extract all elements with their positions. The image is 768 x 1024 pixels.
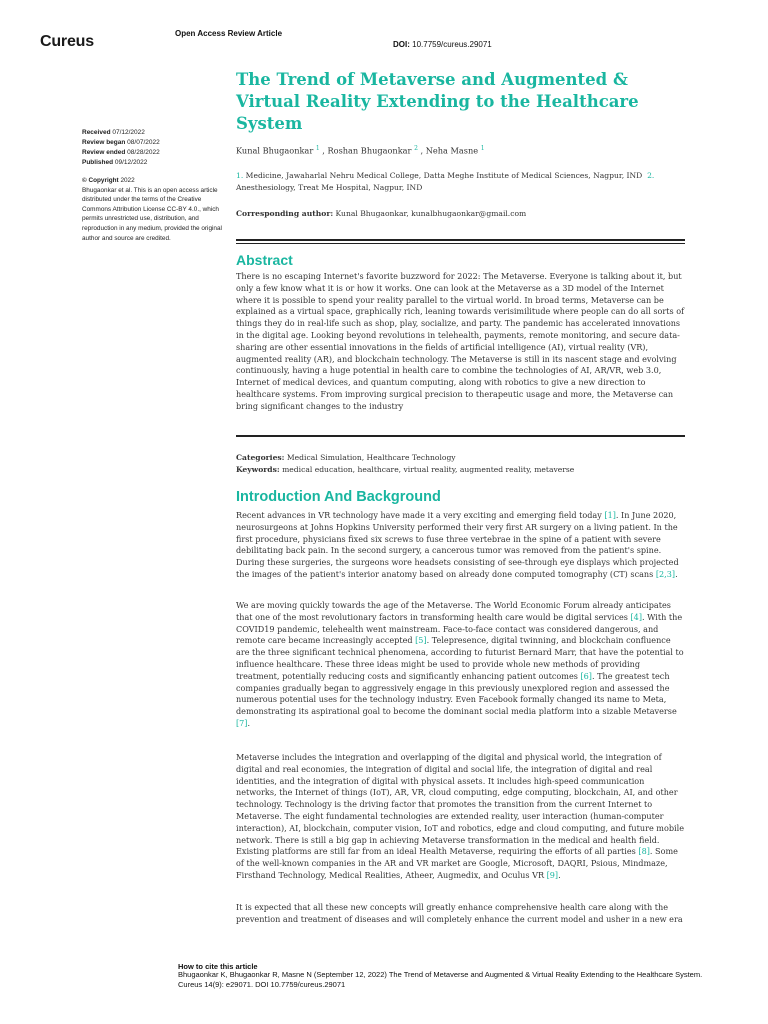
- cite-heading: How to cite this article: [178, 962, 258, 971]
- doi-value[interactable]: 10.7759/cureus.29071: [412, 40, 492, 49]
- review-ended-label: Review ended: [82, 149, 126, 156]
- text-run: . The greatest tech companies gradually began to aggressively engage in this previously unexplored region and assessed the numerous potential uses for the technology industry. Even Facebook formally changed its name to Meta, demonstrating its aspirational goal to become the dominant social media platform into a sizable Metaverse: [236, 670, 677, 717]
- text-run: Metaverse includes the integration and overlapping of the digital and physical world, the integration of digital and real economies, the integration of digital and social life, the integration of digital and real identities, and the integration of digital with physical assets. It includes high-speed communication networks, the Internet of things (IoT), AR, VR, cloud computing, edge computing, blockchain, AI, and other technology. Technology is the driving factor that promotes the transition from the current Internet to Metaverse. The eight fundamental technologies are extended reality, user interaction (human-computer interaction), AI, blockchain, computer vision, IoT and robotics, edge and cloud computing, and future mobile network. There is still a big gap in achieving Metaverse transformation in the medical and health field. Existing platforms are still far from an ideal Health Metaverse, requiring the efforts of all parties: [236, 752, 684, 857]
- text-run: . Telepresence, digital twinning, and blockchain confluence are the three significant technical phenomena, according to futurist Bernard Marr, that have the potential to influence healthcare. These three ideas might be used to provide whole new methods of providing treatment, potentially reducing costs and significantly enhancing patient outcomes: [236, 635, 684, 681]
- affiliation-text: Anesthesiology, Treat Me Hospital, Nagpur, IND: [236, 182, 423, 192]
- article-meta: [236, 452, 686, 475]
- text-run: . With the COVID19 pandemic, telehealth went mainstream. Face-to-face contact was considered dangerous, and remote care became increasingly accepted: [236, 611, 683, 646]
- intro-paragraph-2: [236, 600, 686, 730]
- article-dates: [82, 128, 222, 168]
- article-title: The Trend of Metaverse and Augmented & Virtual Reality Extending to the Healthcare System: [236, 70, 639, 133]
- author-affiliation-marker[interactable]: 2: [414, 145, 418, 152]
- cite-text: Bhugaonkar K, Bhugaonkar R, Masne N (September 12, 2022) The Trend of Metaverse and Augmented & Virtual Reality Extending to the Healthcare System. Cureus 14(9): e29071. DOI 10.7759/cureus.29071: [178, 970, 703, 989]
- copyright-text: Bhugaonkar et al. This is an open access article distributed under the terms of the Creative Commons Attribution License CC-BY 4.0., which permits unrestricted use, distribution, and reproduction in any medium, provided the original author and source are credited.: [82, 186, 222, 242]
- text-run: . In June 2020, neurosurgeons at Johns Hopkins University performed their very first AR surgery on a living patient. In the first procedure, physicians fixed six screws to fuse three vertebrae in the spine of a patient with severe debilitating back pain. In the second surgery, a cancerous tumor was removed from the patient's spine. During these surgeries, the surgeons wore headsets consisting of see-through eye displays which projected the images of the patient's interior anatomy based on already done computed tomography (CT) scans: [236, 510, 679, 579]
- review-began-label: Review began: [82, 139, 126, 146]
- citation-link[interactable]: [5]: [415, 635, 427, 646]
- text-run: Recent advances in VR technology have made it a very exciting and emerging field today: [236, 510, 605, 520]
- author-name[interactable]: Kunal Bhugaonkar: [236, 145, 314, 156]
- author-name[interactable]: Neha Masne: [425, 145, 479, 156]
- author-name[interactable]: Roshan Bhugaonkar: [327, 145, 412, 156]
- intro-paragraph-1: [236, 510, 686, 581]
- copyright-year: 2022: [120, 177, 135, 184]
- citation-link[interactable]: [7]: [236, 717, 248, 728]
- affiliations: [236, 170, 686, 193]
- categories-value[interactable]: Medical Simulation, Healthcare Technology: [286, 453, 456, 462]
- introduction-heading: Introduction And Background: [236, 489, 441, 505]
- abstract-text: There is no escaping Internet's favorite buzzword for 2022: The Metaverse. Everyone is talking about it, but only a few know what it is or how it works. One can look at the Metaverse as a 3D model of the Internet where it is possible to spend your reality parallel to the virtual world. In broad terms, Metaverse can be explained as a virtual space, graphically rich, leaning towards verisimilitude where people can do all sorts of things they do in real-life such as shop, play, socialize, and party. The pandemic has accelerated innovations in the digital age. Looking beyond revolutions in telehealth, payments, remote monitoring, and secure data-sharing are other essential innovations in the fields of artificial intelligence (AI), virtual reality (VR), augmented reality (AR), and blockchain technology. The Metaverse is still in its nascent stage and evolving continuously, having a huge potential in health care to combine the technologies of AI, AR/VR, web 3.0, Internet of medical devices, and quantum computing, along with robotics to give a new direction to healthcare systems. From improving surgical precision to therapeutic usage and more, the Metaverse can bring significant changes to the industry: [236, 271, 685, 411]
- citation-link[interactable]: [8]: [638, 846, 650, 857]
- citation-link[interactable]: [9]: [546, 869, 559, 880]
- intro-paragraph-3: [236, 752, 686, 882]
- citation-link[interactable]: [6]: [580, 670, 592, 681]
- text-run: We are moving quickly towards the age of the Metaverse. The World Economic Forum already anticipates that one of the most revolutionary factors in transforming health care would be digital services: [236, 600, 671, 622]
- citation-link[interactable]: [2,3]: [655, 568, 676, 579]
- corresponding-author: [236, 209, 526, 218]
- author-list: Kunal Bhugaonkar $^1$ , Roshan Bhugaonkar $^2$ , Neha Masne $^1$: [236, 145, 485, 156]
- author-affiliation-marker[interactable]: 1: [315, 145, 320, 152]
- received-date: 07/12/2022: [112, 129, 145, 136]
- review-began-date: 08/07/2022: [127, 139, 160, 146]
- text-run: .: [558, 869, 561, 880]
- review-ended-date: 08/28/2022: [127, 149, 160, 156]
- corresponding-value[interactable]: Kunal Bhugaonkar, kunalbhugaonkar@gmail.com: [335, 209, 527, 218]
- doi[interactable]: [393, 40, 492, 49]
- corresponding-label: Corresponding author:: [236, 209, 334, 218]
- text-run: . Some of the well-known companies in the AR and VR market are Google, Microsoft, DAQRI, Psious, Mindmaze, Firsthand Technology, Medical Realities, Atheer, Augmedix, and Oculus VR: [236, 846, 678, 880]
- keywords-label: Keywords:: [236, 464, 280, 474]
- affiliation-number: 2.: [647, 171, 655, 180]
- text-run: .: [675, 568, 678, 579]
- citation-link[interactable]: [4]: [630, 611, 642, 622]
- author-affiliation-marker[interactable]: 1: [480, 145, 485, 152]
- doi-label: DOI:: [393, 40, 410, 49]
- abstract-heading: Abstract: [236, 252, 293, 268]
- published-label: Published: [82, 159, 114, 166]
- article-type: Open Access Review Article: [175, 29, 283, 38]
- received-label: Received: [82, 129, 111, 136]
- categories-label: Categories:: [236, 453, 285, 462]
- keywords-value: medical education, healthcare, virtual reality, augmented reality, metaverse: [282, 464, 575, 474]
- journal-logo: Cureus: [40, 33, 94, 50]
- copyright-notice: [82, 176, 222, 243]
- intro-paragraph-4: It is expected that all these new concepts will greatly enhance comprehensive health care along with the prevention and treatment of diseases and will completely enhance the current model and usher in a new era: [236, 902, 683, 924]
- citation-link[interactable]: [1]: [604, 510, 616, 520]
- affiliation-number: 1.: [236, 171, 244, 180]
- affiliation-text: Medicine, Jawaharlal Nehru Medical College, Datta Meghe Institute of Medical Sciences, Nagpur, IND: [245, 171, 643, 180]
- text-run: .: [247, 717, 251, 728]
- published-date: 09/12/2022: [114, 159, 148, 166]
- section-divider: [236, 239, 685, 244]
- section-divider: [236, 435, 685, 437]
- copyright-label: © Copyright: [82, 177, 119, 184]
